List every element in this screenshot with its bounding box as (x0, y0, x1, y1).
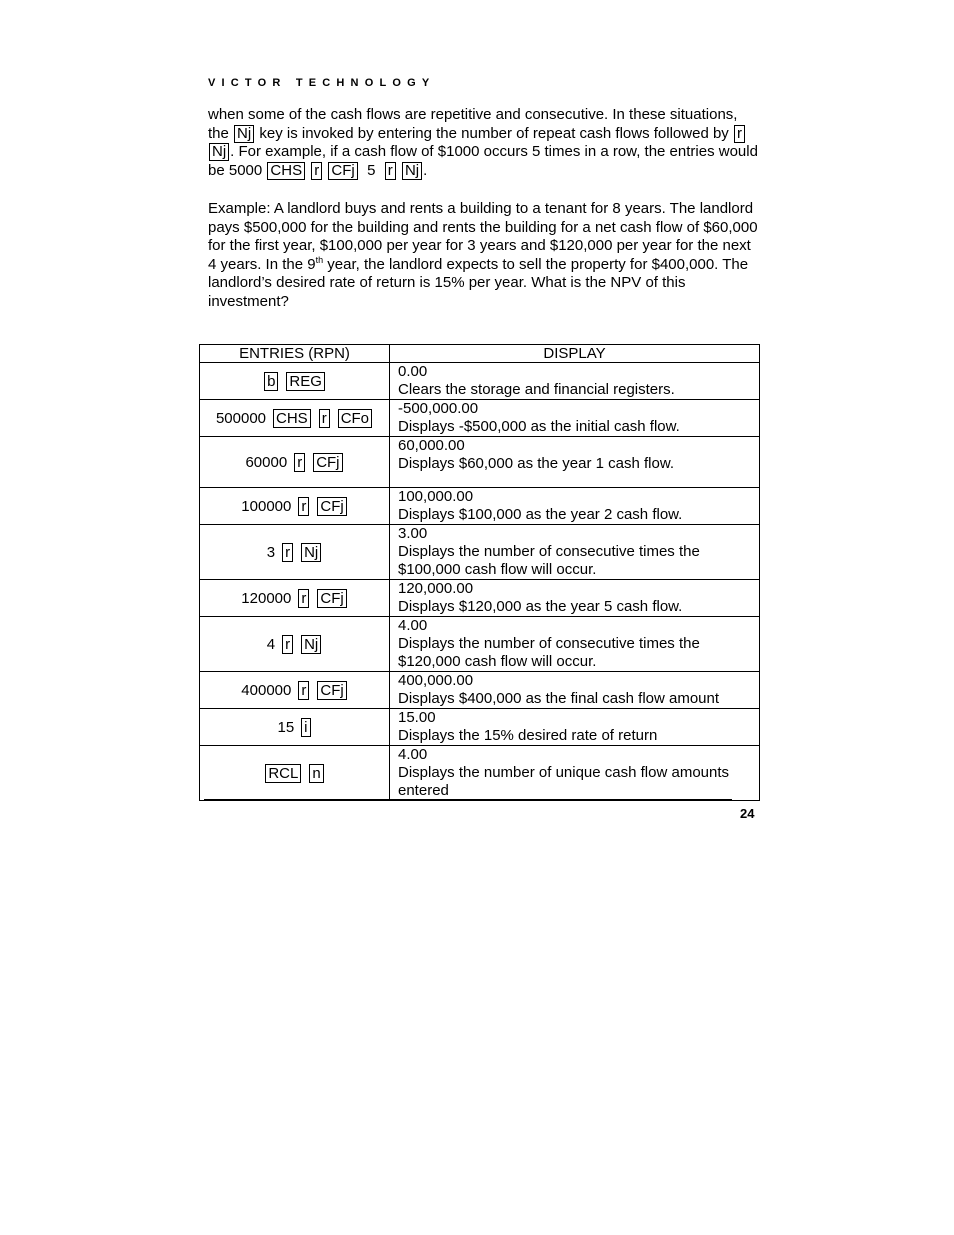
page-number: 24 (740, 806, 755, 821)
display-cell (390, 488, 760, 525)
key-cfj: CFj (317, 589, 346, 608)
key-r: r (734, 125, 745, 143)
display-value: 400,000.00 (398, 672, 474, 689)
key-r: r (298, 681, 309, 700)
table-row (200, 709, 760, 746)
key-reg: REG (286, 372, 325, 391)
superscript: th (315, 254, 324, 265)
text: when some of the cash flows are repetitive and consecutive. In these situations, the (208, 106, 738, 142)
key-nj: Nj (234, 125, 254, 143)
key-chs: CHS (273, 409, 311, 428)
entry-cell (200, 488, 390, 525)
entry-cell (200, 363, 390, 400)
display-cell (390, 617, 760, 672)
intro-paragraph (208, 106, 758, 180)
entry-cell (200, 580, 390, 617)
table-row (200, 746, 760, 801)
key-cfj: CFj (313, 453, 342, 472)
key-cfo: CFo (338, 409, 372, 428)
display-description: Clears the storage and financial registers. (398, 381, 675, 398)
text: Example: A landlord buys and rents a building to a tenant for 8 years. The landlord pays $500,000 for the building and rents the building for a net cash flow of $60,000 for the first year, $100,000 per year for 3 years and $120,000 per year for the next 4 years. In the 9 (208, 200, 758, 273)
display-cell (390, 580, 760, 617)
key-cfj: CFj (328, 162, 357, 180)
key-nj: Nj (209, 143, 229, 161)
key-nj: Nj (301, 543, 321, 562)
entry-number: 100000 (241, 497, 292, 515)
display-description: Displays the number of consecutive times the $120,000 cash flow will occur. (398, 635, 700, 670)
display-value: 120,000.00 (398, 580, 474, 597)
entry-cell (200, 400, 390, 437)
display-value: 0.00 (398, 363, 428, 380)
display-cell (390, 672, 760, 709)
entries-table (199, 344, 760, 801)
table-row (200, 400, 760, 437)
key-cfj: CFj (317, 497, 346, 516)
display-value: 60,000.00 (398, 437, 465, 454)
display-description: Displays $400,000 as the final cash flow amount (398, 690, 720, 707)
entry-number: 120000 (241, 589, 292, 607)
table-row (200, 580, 760, 617)
display-value: 3.00 (398, 525, 428, 542)
display-cell (390, 400, 760, 437)
entries-column-header: ENTRIES (RPN) (200, 345, 390, 363)
key-chs: CHS (267, 162, 305, 180)
key-n: n (309, 764, 323, 783)
key-cfj: CFj (317, 681, 346, 700)
display-description: Displays -$500,000 as the initial cash flow. (398, 418, 680, 435)
entry-cell (200, 709, 390, 746)
key-r: r (319, 409, 330, 428)
key-r: r (282, 635, 293, 654)
key-i: i (301, 718, 310, 737)
display-cell (390, 363, 760, 400)
entry-number: 500000 (215, 409, 267, 427)
entry-cell (200, 437, 390, 488)
table-row (200, 672, 760, 709)
entry-number: 4 (266, 635, 276, 653)
key-r: r (294, 453, 305, 472)
entry-cell (200, 746, 390, 801)
display-value: 15.00 (398, 709, 436, 726)
display-description: Displays $60,000 as the year 1 cash flow. (398, 455, 674, 472)
table-row (200, 437, 760, 488)
entry-number: 400000 (241, 681, 292, 699)
display-description: Displays the number of consecutive times the $100,000 cash flow will occur. (398, 543, 700, 578)
key-nj: Nj (301, 635, 321, 654)
table-row (200, 363, 760, 400)
entry-number: 3 (266, 543, 276, 561)
key-nj: Nj (402, 162, 422, 180)
key-r: r (298, 497, 309, 516)
text: year, the landlord expects to sell the property for $400,000. The landlord’s desired rate of return is 15% per year. What is the NPV of this investment? (208, 255, 749, 310)
text: key is invoked by entering the number of repeat cash flows followed by (259, 124, 729, 142)
table-row (200, 488, 760, 525)
display-cell (390, 525, 760, 580)
text: 5 (367, 161, 376, 179)
entry-number: 15 (277, 718, 295, 736)
display-cell (390, 437, 760, 488)
display-description: Displays $120,000 as the year 5 cash flow. (398, 598, 683, 615)
example-paragraph (208, 200, 758, 312)
running-header: VICTOR TECHNOLOGY (208, 77, 436, 89)
key-r: r (298, 589, 309, 608)
entry-cell (200, 672, 390, 709)
text: . (423, 161, 428, 179)
display-value: 4.00 (398, 617, 428, 634)
entry-number: 60000 (245, 453, 288, 471)
text: . For example, if a cash flow of $1000 occurs 5 times in a row, the entries would be 5000 (208, 143, 758, 179)
table-row (200, 617, 760, 672)
key-r: r (385, 162, 396, 180)
display-value: 4.00 (398, 746, 428, 763)
display-description: Displays $100,000 as the year 2 cash flow. (398, 506, 683, 523)
key-b: b (264, 372, 278, 391)
key-r: r (311, 162, 322, 180)
entry-cell (200, 617, 390, 672)
display-description: Displays the 15% desired rate of return (398, 727, 658, 744)
footer-rule (204, 799, 732, 800)
display-value: -500,000.00 (398, 400, 479, 417)
display-value: 100,000.00 (398, 488, 474, 505)
key-r: r (282, 543, 293, 562)
key-rcl: RCL (265, 764, 301, 783)
display-cell (390, 709, 760, 746)
display-cell (390, 746, 760, 801)
table-header-row (200, 345, 760, 363)
display-column-header: DISPLAY (390, 345, 760, 363)
table-row (200, 525, 760, 580)
display-description: Displays the number of unique cash flow amounts entered (398, 764, 730, 799)
entry-cell (200, 525, 390, 580)
